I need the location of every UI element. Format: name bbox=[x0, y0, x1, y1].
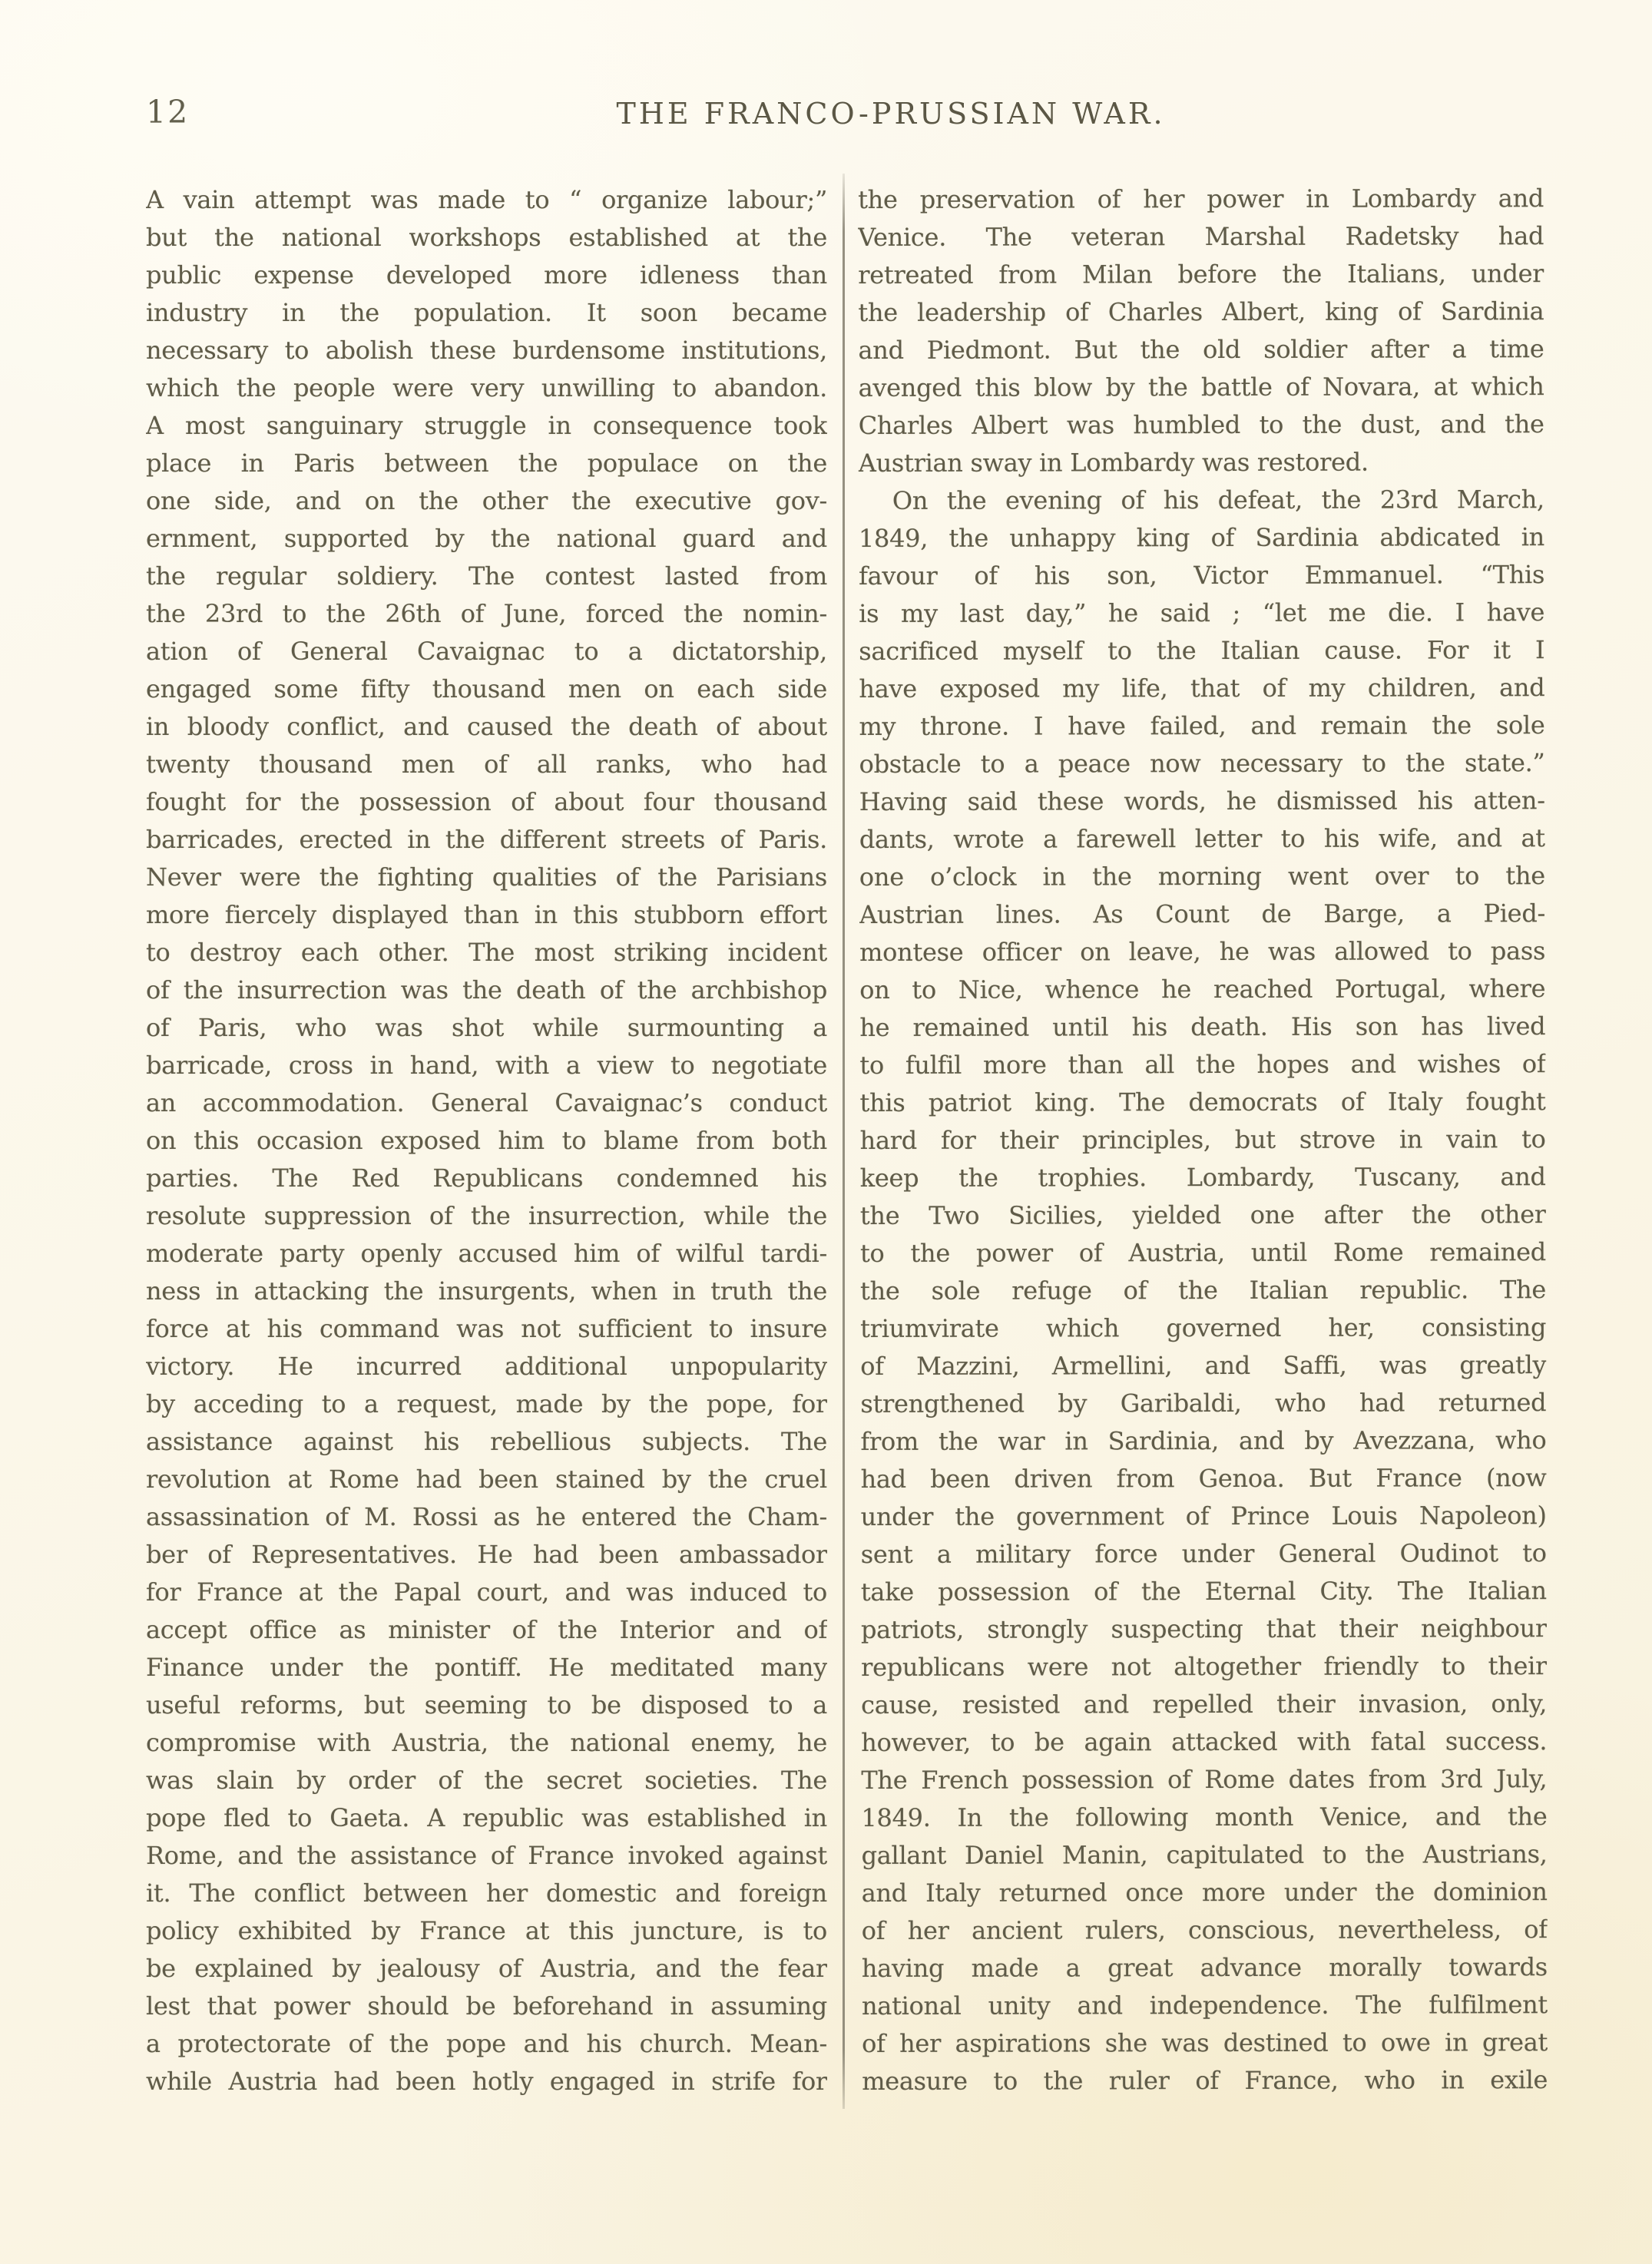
text-line: compromise with Austria, the national enemy, he bbox=[146, 1728, 827, 1757]
text-line: twenty thousand men of all ranks, who had bbox=[146, 750, 827, 779]
text-line: one side, and on the other the executive gov- bbox=[146, 486, 827, 515]
text-line: Rome, and the assistance of France invoked against bbox=[146, 1841, 827, 1870]
text-line: patriots, strongly suspecting that their neighbour bbox=[860, 1614, 1547, 1644]
text-line: however, to be again attacked with fatal success. bbox=[861, 1726, 1548, 1757]
text-line: of her ancient rulers, conscious, nevertheless, of bbox=[861, 1915, 1548, 1945]
text-line: 1849, the unhappy king of Sardinia abdicated in bbox=[858, 522, 1545, 553]
paragraph bbox=[146, 181, 827, 2100]
text-line: parties. The Red Republicans condemned his bbox=[146, 1163, 827, 1193]
text-line: measure to the ruler of France, who in exile bbox=[862, 2065, 1548, 2096]
text-line: having made a great advance morally towards bbox=[861, 1952, 1548, 1983]
text-line: favour of his son, Victor Emmanuel. “This bbox=[859, 560, 1545, 591]
text-line: an accommodation. General Cavaignac’s conduct bbox=[146, 1088, 827, 1117]
text-line: the preservation of her power in Lombardy and bbox=[858, 184, 1544, 214]
text-line: moderate party openly accused him of wilful tardi- bbox=[146, 1239, 827, 1268]
text-line: my throne. I have failed, and remain the sole bbox=[859, 710, 1545, 741]
text-line: the sole refuge of the Italian republic. The bbox=[859, 1275, 1547, 1306]
text-line: Austrian lines. As Count de Barge, a Pied- bbox=[859, 899, 1546, 929]
text-line: engaged some fifty thousand men on each side bbox=[146, 674, 827, 703]
text-line: in bloody conflict, and caused the death of about bbox=[146, 712, 827, 741]
text-line: it. The conflict between her domestic and foreign bbox=[146, 1878, 827, 1908]
text-line: have exposed my life, that of my children, and bbox=[859, 673, 1545, 703]
text-line: ation of General Cavaignac to a dictatorship, bbox=[146, 637, 827, 666]
text-line: assistance against his rebellious subjects. The bbox=[146, 1427, 827, 1456]
text-line: keep the trophies. Lombardy, Tuscany, and bbox=[859, 1162, 1546, 1193]
text-line: a protectorate of the pope and his church. Mean- bbox=[146, 2029, 827, 2058]
text-line: of Mazzini, Armellini, and Saffi, was greatly bbox=[860, 1350, 1547, 1381]
text-line: ernment, supported by the national guard and bbox=[146, 524, 827, 553]
text-line: strengthened by Garibaldi, who had returned bbox=[860, 1388, 1547, 1418]
text-line: to destroy each other. The most striking incident bbox=[146, 938, 827, 967]
text-line: on this occasion exposed him to blame from both bbox=[146, 1126, 827, 1155]
text-line: and Italy returned once more under the dominion bbox=[861, 1877, 1548, 1908]
text-line: accept office as minister of the Interior and of bbox=[146, 1615, 827, 1644]
text-line: is my last day,” he said ; “let me die. I have bbox=[859, 597, 1545, 628]
text-line: force at his command was not sufficient to insure bbox=[146, 1314, 827, 1343]
text-line: the 23rd to the 26th of June, forced the nomin- bbox=[146, 599, 827, 628]
text-line: 1849. In the following month Venice, and the bbox=[861, 1802, 1548, 1832]
text-line: which the people were very unwilling to abandon. bbox=[146, 373, 827, 402]
text-line: of Paris, who was shot while surmounting a bbox=[146, 1013, 827, 1042]
text-line: republicans were not altogether friendly to their bbox=[861, 1651, 1548, 1682]
text-line: resolute suppression of the insurrection, while the bbox=[146, 1201, 827, 1230]
text-line: assassination of M. Rossi as he entered the Cham- bbox=[146, 1502, 827, 1531]
text-line: ness in attacking the insurgents, when in truth the bbox=[146, 1276, 827, 1306]
text-line: the regular soldiery. The contest lasted from bbox=[146, 561, 827, 591]
text-line: revolution at Rome had been stained by the cruel bbox=[146, 1465, 827, 1494]
text-line: public expense developed more idleness than bbox=[146, 260, 827, 290]
text-line: on to Nice, whence he reached Portugal, where bbox=[859, 974, 1546, 1005]
text-line: A vain attempt was made to “ organize labour;” bbox=[146, 185, 827, 214]
text-line: had been driven from Genoa. But France (now bbox=[860, 1463, 1547, 1494]
text-line: and Piedmont. But the old soldier after a time bbox=[858, 334, 1544, 365]
paragraph bbox=[858, 180, 1544, 482]
text-line: sacrificed myself to the Italian cause. For it I bbox=[859, 635, 1545, 666]
text-line: industry in the population. It soon became bbox=[146, 298, 827, 327]
text-line: Finance under the pontiff. He meditated many bbox=[146, 1653, 827, 1682]
text-line: pope fled to Gaeta. A republic was established in bbox=[146, 1803, 827, 1832]
text-line: place in Paris between the populace on the bbox=[146, 448, 827, 478]
text-line: gallant Daniel Manin, capitulated to the Austrians, bbox=[861, 1839, 1548, 1870]
text-line: triumvirate which governed her, consisting bbox=[860, 1312, 1547, 1343]
text-line: fought for the possession of about four thousand bbox=[146, 787, 827, 816]
text-line: by acceding to a request, made by the pope, for bbox=[146, 1389, 827, 1418]
text-line: avenged this blow by the battle of Novara, at which bbox=[858, 372, 1544, 402]
text-line: to fulfil more than all the hopes and wishes of bbox=[859, 1049, 1546, 1080]
text-line: was slain by order of the secret societies. The bbox=[146, 1766, 827, 1795]
text-line: ber of Representatives. He had been ambassador bbox=[146, 1540, 827, 1569]
text-line: lest that power should be beforehand in assuming bbox=[146, 1991, 827, 2021]
text-line: from the war in Sardinia, and by Avezzana, who bbox=[860, 1425, 1547, 1456]
text-line: the Two Sicilies, yielded one after the other bbox=[859, 1200, 1546, 1230]
text-line: A most sanguinary struggle in consequence took bbox=[146, 411, 827, 440]
text-line: Never were the fighting qualities of the Parisians bbox=[146, 862, 827, 892]
text-line: Austrian sway in Lombardy was restored. bbox=[858, 447, 1369, 478]
text-line: he remained until his death. His son has lived bbox=[859, 1011, 1546, 1042]
text-line: obstacle to a peace now necessary to the state.” bbox=[859, 748, 1545, 779]
text-line: dants, wrote a farewell letter to his wife, and at bbox=[859, 823, 1545, 854]
left-column bbox=[146, 181, 827, 2100]
text-line: of her aspirations she was destined to owe in great bbox=[862, 2027, 1548, 2058]
page-number: 12 bbox=[146, 94, 190, 131]
text-line: barricade, cross in hand, with a view to negotiate bbox=[146, 1051, 827, 1080]
right-column bbox=[858, 180, 1548, 2100]
text-line: retreated from Milan before the Italians, under bbox=[858, 259, 1544, 290]
text-line: of the insurrection was the death of the archbishop bbox=[146, 975, 827, 1005]
text-line: but the national workshops established at the bbox=[146, 223, 827, 252]
text-line: under the government of Prince Louis Napoleon) bbox=[860, 1501, 1547, 1531]
text-line: policy exhibited by France at this juncture, is to bbox=[146, 1916, 827, 1945]
text-line: for France at the Papal court, and was induced to bbox=[146, 1577, 827, 1607]
text-line: necessary to abolish these burdensome institutions, bbox=[146, 336, 827, 365]
text-line: montese officer on leave, he was allowed to pass bbox=[859, 936, 1546, 967]
running-title: THE FRANCO-PRUSSIAN WAR. bbox=[616, 97, 1166, 131]
text-line: victory. He incurred additional unpopularity bbox=[146, 1352, 827, 1381]
text-line: useful reforms, but seeming to be disposed to a bbox=[146, 1690, 827, 1720]
text-line: Charles Albert was humbled to the dust, and the bbox=[858, 409, 1544, 440]
text-line: On the evening of his defeat, the 23rd March, bbox=[892, 485, 1544, 515]
text-line: one o’clock in the morning went over to the bbox=[859, 861, 1545, 892]
text-line: sent a military force under General Oudinot to bbox=[860, 1538, 1547, 1569]
paragraph bbox=[859, 481, 1548, 2100]
text-line: take possession of the Eternal City. The Italian bbox=[860, 1576, 1547, 1607]
text-line: Venice. The veteran Marshal Radetsky had bbox=[858, 221, 1544, 252]
text-line: cause, resisted and repelled their invasion, only, bbox=[861, 1689, 1548, 1720]
text-line: be explained by jealousy of Austria, and the fear bbox=[146, 1954, 827, 1983]
text-line: The French possession of Rome dates from 3rd July, bbox=[861, 1764, 1548, 1795]
text-line: barricades, erected in the different streets of Paris. bbox=[146, 825, 827, 854]
text-line: to the power of Austria, until Rome remained bbox=[859, 1237, 1546, 1268]
text-line: hard for their principles, but strove in vain to bbox=[859, 1124, 1546, 1155]
text-line: more fiercely displayed than in this stubborn effort bbox=[146, 900, 827, 929]
text-line: national unity and independence. The fulfilment bbox=[861, 1990, 1548, 2021]
text-line: while Austria had been hotly engaged in strife for bbox=[146, 2067, 827, 2096]
column-divider-rule bbox=[843, 174, 845, 2109]
text-line: the leadership of Charles Albert, king of Sardinia bbox=[858, 296, 1544, 327]
text-line: this patriot king. The democrats of Italy fought bbox=[859, 1087, 1546, 1117]
text-line: Having said these words, he dismissed his atten- bbox=[859, 786, 1545, 816]
